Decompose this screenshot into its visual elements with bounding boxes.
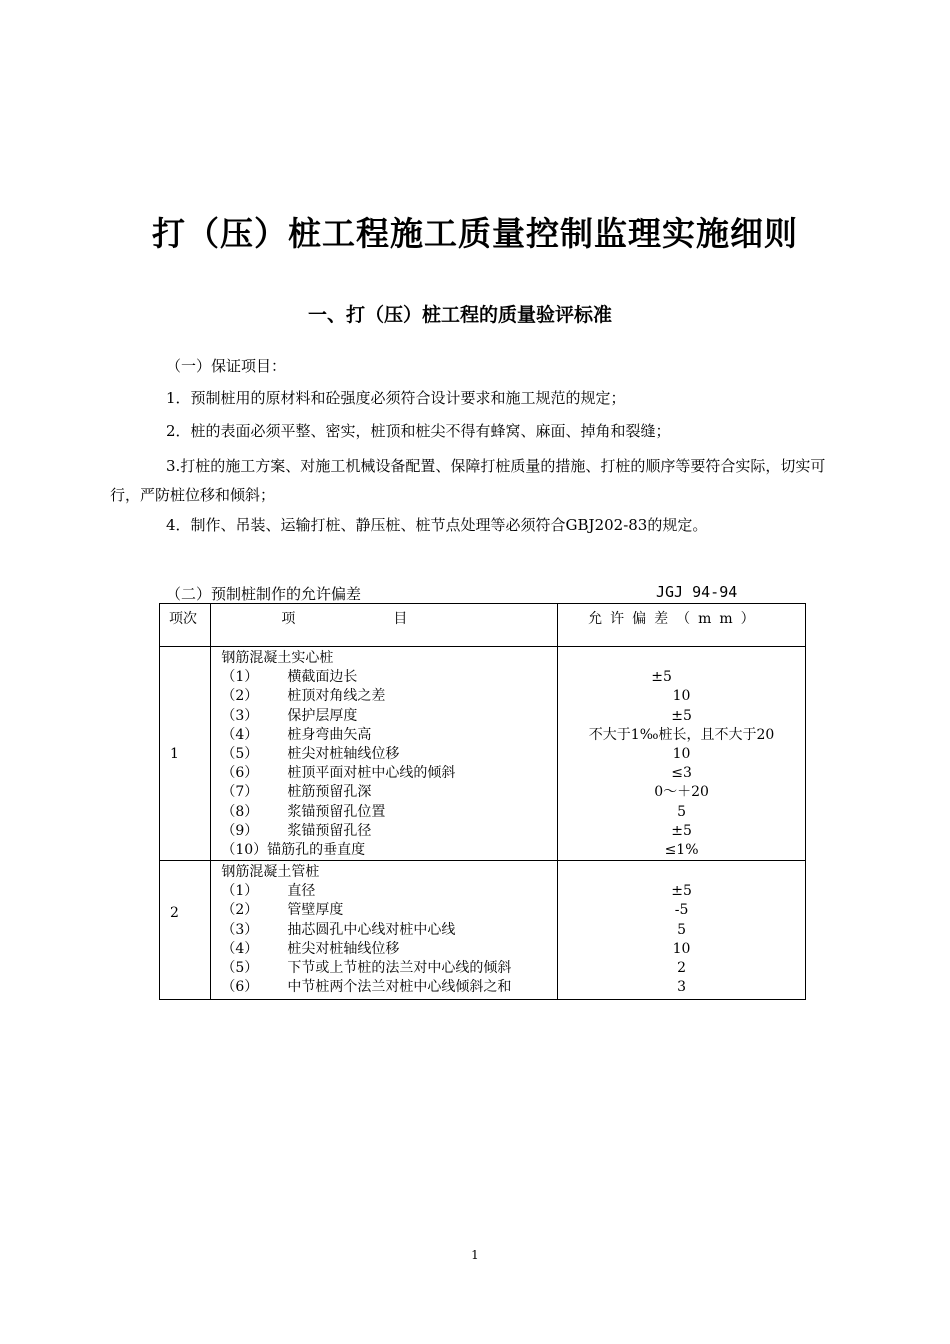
list-item: （6） 中节桩两个法兰对桩中心线倾斜之和 — [221, 979, 512, 995]
table-row — [160, 861, 806, 1000]
list-item: （10）锚筋孔的垂直度 — [221, 841, 366, 858]
tolerance-value: 0～＋20 — [654, 784, 709, 801]
paragraph: 2．桩的表面必须平整、密实，桩顶和桩尖不得有蜂窝、麻面、掉角和裂缝； — [166, 422, 671, 440]
tolerance-value: ≤1% — [664, 841, 699, 858]
header-tolerance: 允许偏差（mm） — [558, 604, 806, 647]
list-item: （3） 保护层厚度 — [221, 707, 358, 724]
tolerance-value: 5 — [677, 803, 687, 820]
list-item: （1） 直径 — [221, 883, 316, 900]
tolerance-value: 10 — [672, 745, 691, 762]
paragraph: （一）保证项目： — [166, 357, 287, 375]
tolerance-value: -5 — [674, 902, 689, 919]
tolerance-value: ±5 — [651, 669, 672, 686]
list-item: （4） 桩身弯曲矢高 — [221, 726, 372, 743]
header-no: 项次 — [160, 604, 211, 647]
tolerance-value: 不大于1‰桩长，且不大于20 — [588, 726, 775, 743]
page-number: 1 — [471, 1248, 479, 1262]
row-heading: 钢筋混凝土实心桩 — [221, 650, 334, 666]
table-header-row — [160, 604, 806, 647]
paragraph: 1．预制桩用的原材料和砼强度必须符合设计要求和施工规范的规定； — [166, 389, 626, 407]
list-item: （9） 浆锚预留孔径 — [221, 822, 372, 839]
list-item: （7） 桩筋预留孔深 — [221, 784, 372, 801]
list-item: （5） 桩尖对桩轴线位移 — [221, 745, 400, 762]
tolerance-value: 10 — [672, 688, 691, 705]
list-item: （4） 桩尖对桩轴线位移 — [221, 940, 400, 957]
row-items — [211, 647, 558, 861]
header-item-b: 目 — [393, 611, 408, 627]
tolerance-value: 2 — [677, 960, 687, 976]
row-items — [211, 861, 558, 1000]
tolerance-value: ±5 — [671, 883, 692, 900]
section-title: 一、打（压）桩工程的质量验评标准 — [307, 304, 612, 326]
table-caption: （二）预制桩制作的允许偏差 — [166, 585, 362, 603]
table-standard: JGJ 94-94 — [656, 583, 738, 601]
list-item: （2） 管壁厚度 — [221, 902, 344, 919]
list-item: （1） 横截面边长 — [221, 669, 358, 686]
row-tolerances — [558, 861, 806, 1000]
tolerance-value: 3 — [677, 979, 687, 996]
tolerance-value: 5 — [677, 921, 687, 938]
page-title: 打（压）桩工程施工质量控制监理实施细则 — [152, 214, 798, 253]
tolerance-value: ≤3 — [671, 765, 692, 782]
row-number: 2 — [160, 861, 211, 1000]
list-item: （8） 浆锚预留孔位置 — [221, 803, 386, 820]
tolerance-table — [159, 603, 806, 1000]
list-item: （3） 抽芯圆孔中心线对桩中心线 — [221, 921, 456, 938]
table-row — [160, 647, 806, 861]
row-tolerances — [558, 647, 806, 861]
row-heading: 钢筋混凝土管桩 — [221, 864, 320, 881]
list-item: （2） 桩顶对角线之差 — [221, 688, 386, 705]
row-number: 1 — [160, 647, 211, 861]
tolerance-value: ±5 — [671, 707, 692, 724]
paragraph: 4．制作、吊装、运输打桩、静压桩、桩节点处理等必须符合GBJ202-83的规定。 — [166, 516, 708, 534]
header-item — [211, 604, 558, 647]
tolerance-value: ±5 — [671, 822, 692, 839]
list-item: （5） 下节或上节桩的法兰对中心线的倾斜 — [221, 960, 512, 976]
header-item-a: 项 — [281, 611, 296, 627]
tolerance-value: 10 — [672, 940, 691, 957]
list-item: （6） 桩顶平面对桩中心线的倾斜 — [221, 765, 456, 782]
paragraph: 3.打桩的施工方案、对施工机械设备配置、保障打桩质量的措施、打桩的顺序等要符合实际，切实可行，严防桩位移和倾斜； — [110, 457, 826, 504]
